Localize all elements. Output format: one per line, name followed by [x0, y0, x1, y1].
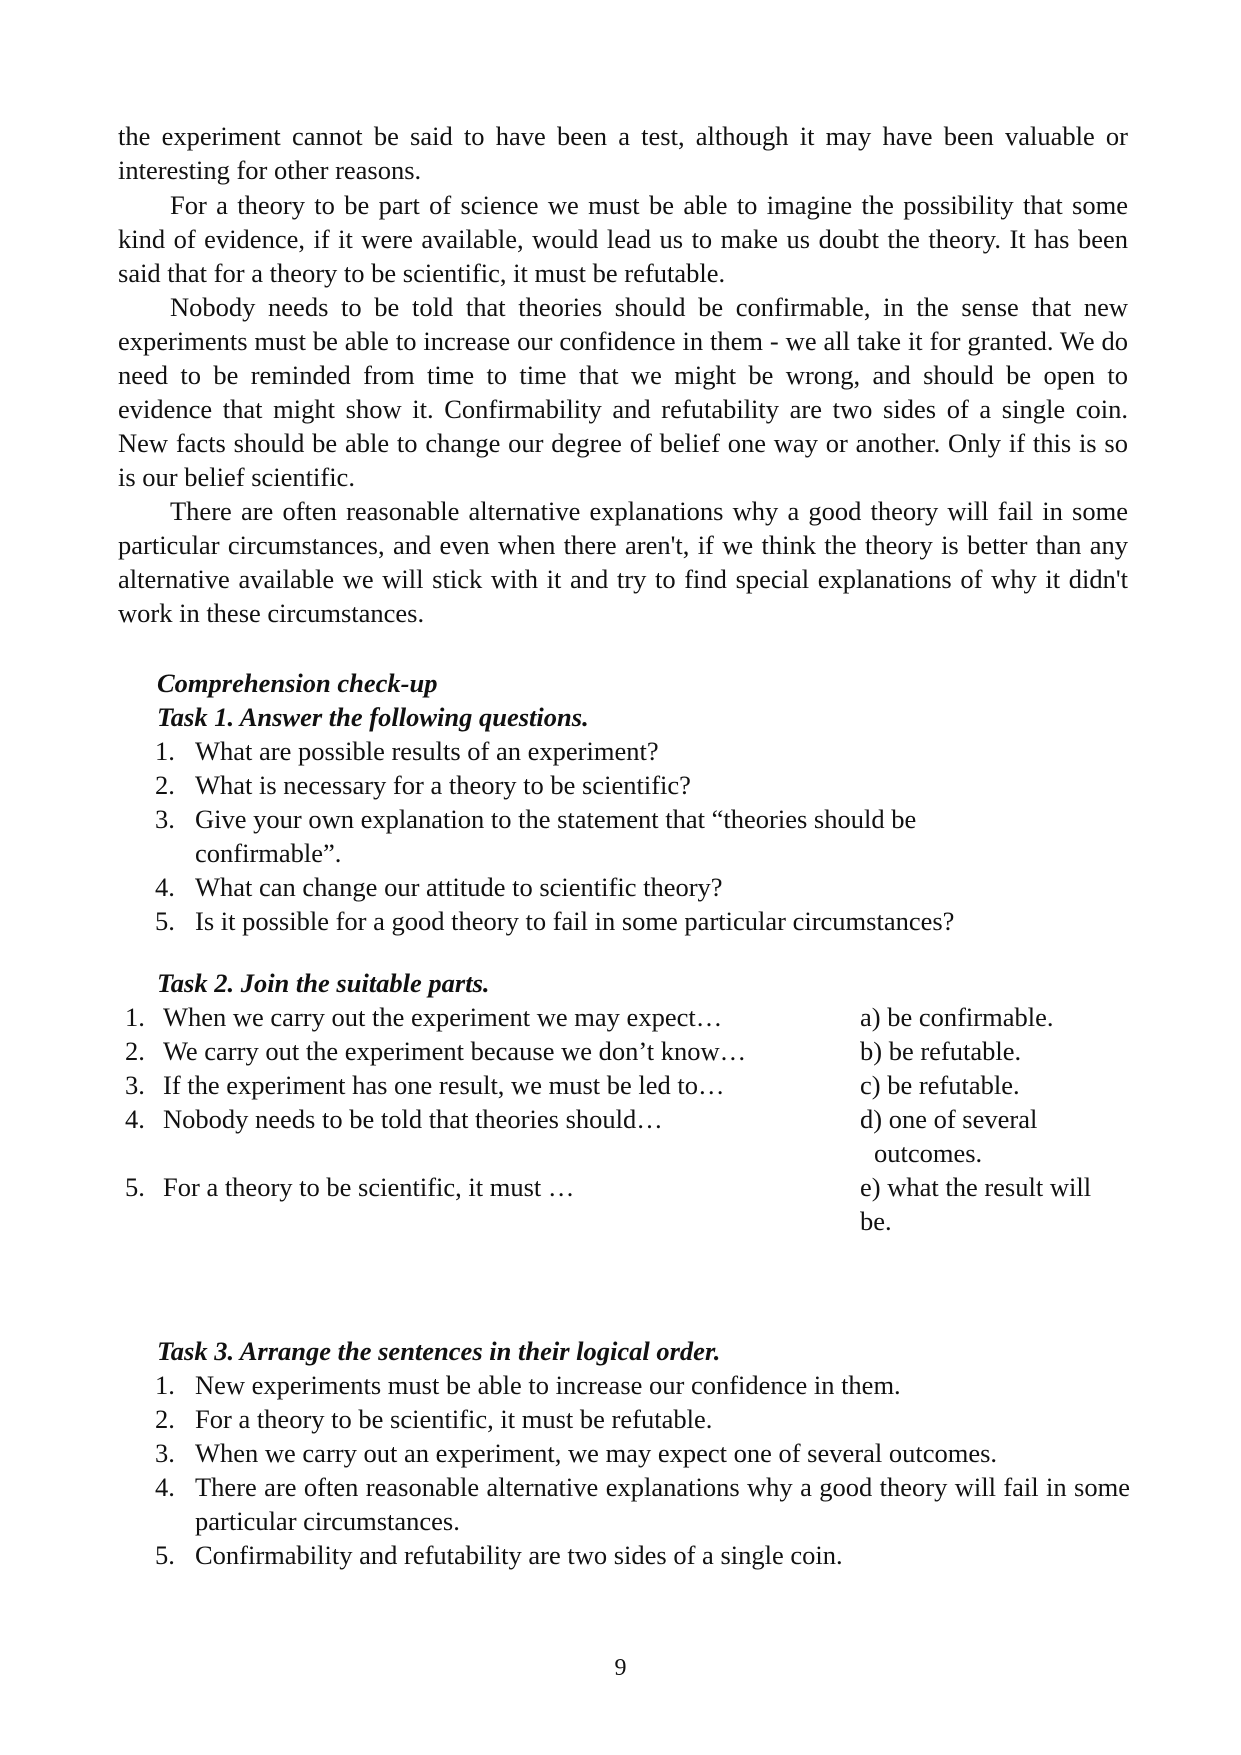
item-number: 5.	[155, 1540, 175, 1570]
item-number: 4.	[155, 872, 175, 902]
list-item	[155, 1402, 1130, 1436]
item-text: New experiments must be able to increase our confidence in them.	[195, 1370, 901, 1400]
sentence-beginning: Nobody needs to be told that theories should…	[163, 1104, 663, 1134]
list-item	[155, 1538, 1130, 1572]
list-item	[155, 802, 1130, 870]
task3-title: Task 3. Arrange the sentences in their logical order.	[157, 1336, 721, 1366]
item-number: 1.	[155, 1370, 175, 1400]
item-text: Give your own explanation to the statement that “theories should be confirmable”.	[195, 804, 917, 868]
list-item	[155, 1470, 1130, 1538]
sentence-beginning: We carry out the experiment because we don’t know…	[163, 1036, 747, 1066]
list-item	[155, 1436, 1130, 1470]
table-row	[125, 1170, 1130, 1238]
item-number: 1.	[155, 736, 175, 766]
list-item	[155, 768, 1130, 802]
list-item	[155, 1368, 1130, 1402]
sentence-ending: e) what the result will be.	[860, 1172, 1092, 1236]
sentence-beginning: If the experiment has one result, we must be led to…	[163, 1070, 725, 1100]
list-item	[155, 870, 1130, 904]
item-text: Confirmability and refutability are two sides of a single coin.	[195, 1540, 843, 1570]
paragraph-confirmability: Nobody needs to be told that theories should be confirmable, in the sense that new experiments must be able to increase our confidence in them - we all take it for granted. We do need to be reminded from time to time that we might be wrong, and should be open to evidence that might show it. Confirmability and refutability are two sides of a single coin. New facts should be able to change our degree of belief one way or another. Only if this is so is our belief scientific.	[118, 292, 1128, 492]
item-text: What is necessary for a theory to be scientific?	[195, 770, 691, 800]
row-number: 1.	[125, 1002, 145, 1032]
table-row	[125, 1068, 1130, 1102]
paragraph-continuation: the experiment cannot be said to have been a test, although it may have been valuable or interesting for other reasons.	[118, 121, 1128, 185]
task2-title: Task 2. Join the suitable parts.	[157, 968, 490, 998]
sentence-beginning: When we carry out the experiment we may expect…	[163, 1002, 723, 1032]
sentence-beginning: For a theory to be scientific, it must …	[163, 1172, 575, 1202]
item-number: 3.	[155, 804, 175, 834]
item-number: 3.	[155, 1438, 175, 1468]
task1-question-list	[155, 734, 1130, 938]
item-text: There are often reasonable alternative explanations why a good theory will fail in some particular circumstances.	[195, 1472, 1130, 1536]
paragraph-refutability: For a theory to be part of science we must be able to imagine the possibility that some kind of evidence, if it were available, would lead us to make us doubt the theory. It has been said that for a theory to be scientific, it must be refutable.	[118, 190, 1128, 288]
row-number: 3.	[125, 1070, 145, 1100]
sentence-ending: b) be refutable.	[860, 1036, 1022, 1066]
sentence-ending: d) one of several outcomes.	[860, 1104, 1038, 1168]
list-item	[155, 904, 1130, 938]
task3-sentence-list	[155, 1368, 1130, 1572]
table-row	[125, 1000, 1130, 1034]
table-row	[125, 1102, 1130, 1170]
row-number: 4.	[125, 1104, 145, 1134]
item-number: 4.	[155, 1472, 175, 1502]
paragraph-alternative-explanations: There are often reasonable alternative explanations why a good theory will fail in some particular circumstances, and even when there aren't, if we think the theory is better than any alternative available we will stick with it and try to find special explanations of why it didn't work in these circumstances.	[118, 496, 1128, 628]
task2-matching-table	[125, 1000, 1130, 1238]
row-number: 2.	[125, 1036, 145, 1066]
item-number: 2.	[155, 770, 175, 800]
comprehension-heading: Comprehension check-up	[157, 668, 438, 698]
item-text: Is it possible for a good theory to fail in some particular circumstances?	[195, 906, 955, 936]
table-row	[125, 1034, 1130, 1068]
item-text: What are possible results of an experiment?	[195, 736, 659, 766]
sentence-ending: c) be refutable.	[860, 1070, 1020, 1100]
list-item	[155, 734, 1130, 768]
item-number: 2.	[155, 1404, 175, 1434]
task1-title: Task 1. Answer the following questions.	[157, 702, 589, 732]
page-number: 9	[614, 1655, 627, 1681]
item-text: For a theory to be scientific, it must be refutable.	[195, 1404, 713, 1434]
item-text: What can change our attitude to scientific theory?	[195, 872, 723, 902]
row-number: 5.	[125, 1172, 145, 1202]
sentence-ending: a) be confirmable.	[860, 1002, 1054, 1032]
item-text: When we carry out an experiment, we may expect one of several outcomes.	[195, 1438, 998, 1468]
item-number: 5.	[155, 906, 175, 936]
